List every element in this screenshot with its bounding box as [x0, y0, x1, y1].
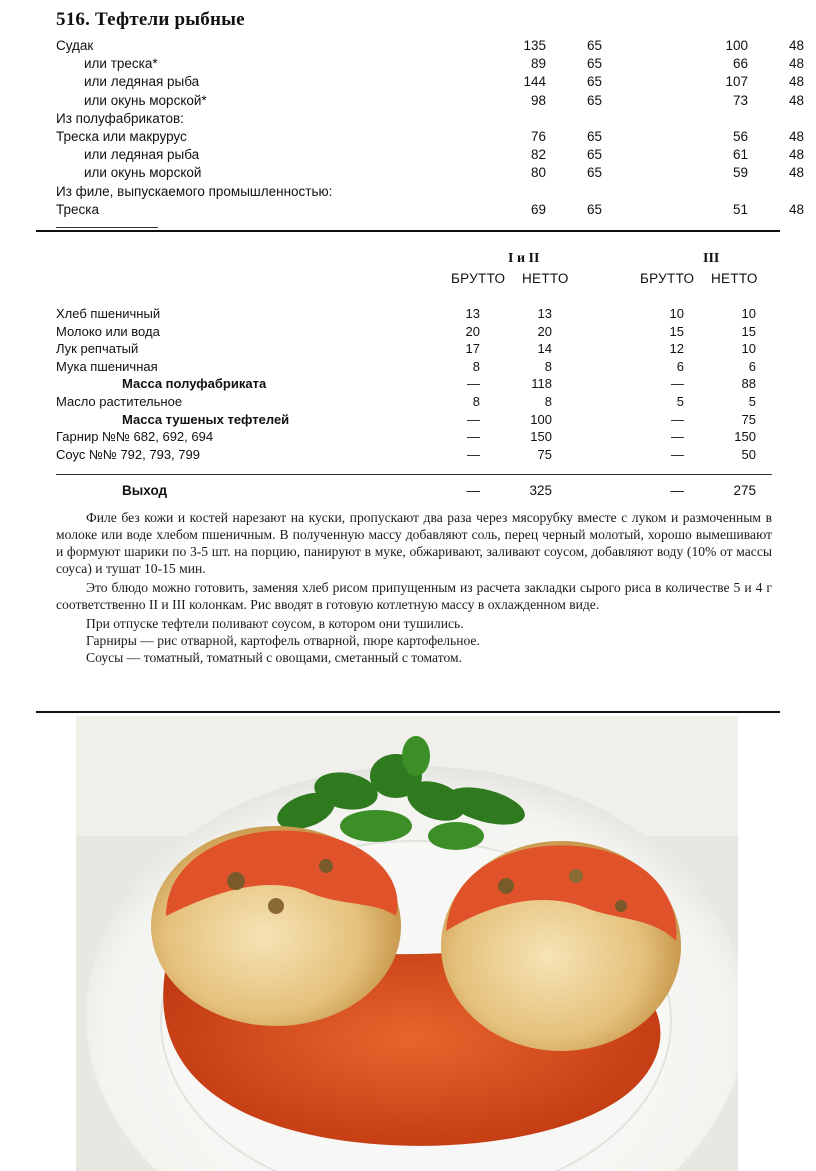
- fish-row-value: 69: [530, 201, 546, 217]
- ingredient-row: [56, 340, 776, 358]
- ingredient-value: 10: [741, 341, 756, 357]
- ingredient-value: 150: [530, 429, 552, 445]
- fish-row-label: или ледяная рыба: [84, 74, 200, 90]
- output-netto-2: 275: [733, 483, 756, 498]
- ingredient-value: 17: [465, 341, 480, 357]
- output-label: Выход: [122, 483, 168, 498]
- col-header-netto-2: НЕТТО: [711, 271, 758, 286]
- dish-photo: [76, 716, 738, 1171]
- fish-row-value: 59: [732, 165, 748, 181]
- section-divider-top: [36, 230, 780, 232]
- fish-row-value: 135: [523, 38, 546, 53]
- fish-row-value: 66: [732, 56, 748, 72]
- ingredient-label: Соус №№ 792, 793, 799: [56, 446, 200, 462]
- fish-row-value: 98: [530, 92, 546, 108]
- recipe-instructions: [56, 509, 772, 666]
- fish-table-row: [56, 92, 804, 110]
- fish-table-row: [56, 201, 804, 219]
- ingredient-label: Лук репчатый: [56, 341, 139, 357]
- fish-table-row: [56, 110, 776, 128]
- col-header-brutto-1: БРУТТО: [451, 271, 506, 286]
- fish-row-value: 76: [530, 128, 546, 144]
- fish-row-value: 80: [530, 165, 546, 181]
- ingredient-value: 50: [741, 446, 756, 462]
- meatball-left: [151, 826, 401, 1026]
- output-rule: [56, 474, 772, 475]
- ingredient-label: Масса тушеных тефтелей: [122, 411, 290, 427]
- col-header-netto-1: НЕТТО: [522, 271, 569, 286]
- fish-row-value: 65: [586, 38, 602, 53]
- fish-row-label: или треска*: [84, 56, 158, 72]
- fish-row-value: 82: [530, 147, 546, 163]
- instruction-paragraph: Филе без кожи и костей нарезают на куски, пропускают два раза через мясорубку вместе с луком и размоченным в молоке или воде хлебом пшеничным. В полученную массу добавляют соль, перец черный молотый, хорошо вымешивают и формуют шарики по 3-5 шт. на порцию, панируют в муке, обжаривают, заливают соусом, добавляют воду (10% от массы соуса) и тушат 10-15 мин.: [56, 510, 772, 576]
- ingredient-value: 15: [741, 323, 756, 339]
- group-header-1-2: I и II: [508, 251, 540, 266]
- fish-row-value: 48: [788, 147, 804, 163]
- ingredient-value: —: [671, 446, 684, 462]
- col-header-brutto-2: БРУТТО: [640, 271, 695, 286]
- ingredient-value: 20: [537, 323, 552, 339]
- fish-row-value: 65: [586, 147, 602, 163]
- fish-row-label: Треска: [56, 201, 99, 217]
- fish-row-value: 65: [586, 74, 602, 90]
- ingredient-table: [56, 305, 776, 463]
- section-divider-bottom: [36, 711, 780, 713]
- fish-row-value: 61: [732, 147, 748, 163]
- ingredient-value: 14: [537, 341, 552, 357]
- fish-row-label: или ледяная рыба: [84, 147, 200, 163]
- ingredient-row: [56, 428, 776, 446]
- ingredient-value: 6: [748, 358, 756, 374]
- garnish-note: Гарниры — рис отварной, картофель отварной, пюре картофельное.: [86, 633, 480, 648]
- fish-row-value: 100: [725, 38, 748, 53]
- fish-row-value: 48: [788, 56, 804, 72]
- fish-row-value: 48: [788, 92, 804, 108]
- group-header-3: III: [703, 251, 720, 266]
- ingredient-value: 75: [537, 446, 552, 462]
- ingredient-label: Масло растительное: [56, 393, 183, 409]
- ingredient-label: Масса полуфабриката: [122, 376, 267, 392]
- ingredient-value: 6: [676, 358, 684, 374]
- fish-row-value: 56: [732, 128, 748, 144]
- ingredient-value: 10: [669, 306, 684, 321]
- footnote-rule: [56, 227, 158, 228]
- ingredient-value: 8: [472, 393, 480, 409]
- instruction-paragraph: Это блюдо можно готовить, заменяя хлеб рисом припущенным из расчета закладки сырого риса в количестве 5 и 4 г соответственно II и III колонкам. Рис вводят в готовую котлетную массу в охлажденном виде.: [56, 580, 772, 612]
- ingredient-value: —: [467, 429, 480, 445]
- output-netto-1: 325: [529, 483, 552, 498]
- fish-row-label: Судак: [56, 38, 94, 53]
- fish-table-row: [56, 55, 804, 73]
- ingredient-value: 100: [530, 411, 552, 427]
- fish-row-label: Из полуфабрикатов:: [56, 110, 184, 126]
- ingredient-value: 118: [531, 376, 552, 392]
- fish-row-value: 65: [586, 201, 602, 217]
- ingredient-value: 75: [741, 411, 756, 427]
- ingredient-row: [56, 375, 776, 393]
- ingredient-label: Молоко или вода: [56, 323, 160, 339]
- fish-table-row: [56, 146, 804, 164]
- fish-row-value: 48: [788, 128, 804, 144]
- fish-row-value: 51: [732, 201, 748, 217]
- meatball-right: [441, 841, 681, 1051]
- fish-row-label: или окунь морской*: [84, 92, 207, 108]
- ingredient-value: —: [467, 446, 480, 462]
- output-brutto-1: —: [466, 483, 480, 498]
- ingredient-value: —: [671, 376, 684, 392]
- fish-row-value: 65: [586, 165, 602, 181]
- fish-table-row: [56, 164, 804, 182]
- ingredient-value: —: [467, 376, 480, 392]
- ingredient-value: 5: [676, 393, 684, 409]
- fish-table-row: [56, 128, 804, 146]
- fish-row-label: Треска или макрурус: [56, 128, 187, 144]
- ingredient-value: 5: [748, 393, 756, 409]
- fish-table-row: [56, 183, 776, 201]
- ingredient-value: 13: [465, 306, 480, 321]
- ingredient-row: [56, 411, 776, 429]
- fish-row-value: 107: [725, 74, 748, 90]
- fish-row-value: 65: [586, 128, 602, 144]
- fish-row-value: 48: [788, 74, 804, 90]
- serving-note: При отпуске тефтели поливают соусом, в котором они тушились.: [86, 616, 464, 631]
- ingredient-value: 8: [544, 393, 552, 409]
- ingredient-value: 13: [537, 306, 552, 321]
- fish-table-row: [56, 73, 804, 91]
- ingredient-value: —: [671, 429, 684, 445]
- fish-row-value: 65: [586, 92, 602, 108]
- ingredient-value: 8: [472, 358, 480, 374]
- ingredient-row: [56, 393, 776, 411]
- ingredient-value: 150: [734, 429, 756, 445]
- sauce-note: Соусы — томатный, томатный с овощами, сметанный с томатом.: [86, 650, 463, 665]
- fish-row-label: Из филе, выпускаемого промышленностью:: [56, 183, 333, 199]
- ingredient-label: Гарнир №№ 682, 692, 694: [56, 429, 214, 445]
- fish-meatballs-illustration: [76, 716, 738, 1171]
- ingredient-value: —: [467, 411, 480, 427]
- ingredient-value: 88: [741, 376, 756, 392]
- ingredient-value: 10: [741, 306, 756, 321]
- fish-row-value: 73: [732, 92, 748, 108]
- ingredient-label: Хлеб пшеничный: [56, 306, 161, 321]
- ingredient-value: 12: [669, 341, 684, 357]
- fish-table: [56, 37, 804, 219]
- fish-row-value: 89: [530, 56, 546, 72]
- ingredient-value: 15: [669, 323, 684, 339]
- output-brutto-2: —: [670, 483, 684, 498]
- fish-row-label: или окунь морской: [84, 165, 202, 181]
- output-row: [56, 483, 776, 503]
- ingredient-row: [56, 305, 776, 323]
- ingredient-row: [56, 446, 776, 464]
- fish-row-value: 48: [788, 38, 804, 53]
- fish-row-value: 48: [788, 201, 804, 217]
- ingredient-label: Мука пшеничная: [56, 358, 158, 374]
- ingredient-row: [56, 323, 776, 341]
- fish-row-value: 65: [586, 56, 602, 72]
- ingredient-value: 8: [544, 358, 552, 374]
- fish-row-value: 144: [523, 74, 546, 90]
- ingredient-value: 20: [465, 323, 480, 339]
- recipe-title: 516. Тефтели рыбные: [56, 9, 245, 30]
- fish-row-value: 48: [788, 165, 804, 181]
- ingredient-value: —: [671, 411, 684, 427]
- ingredient-row: [56, 358, 776, 376]
- fish-table-row: [56, 37, 804, 55]
